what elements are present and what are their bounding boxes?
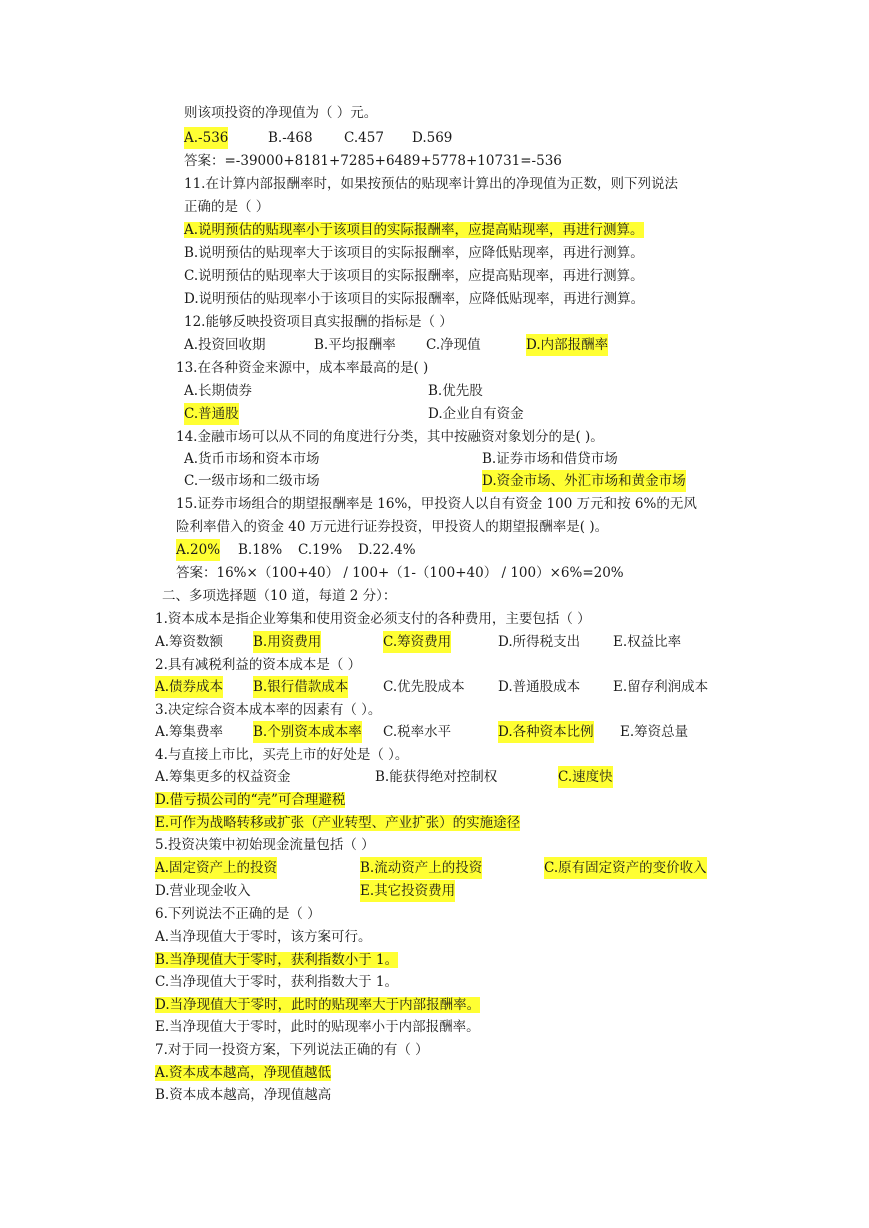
m4-option-e-row [155,812,520,834]
m3-option-c: C.税率水平 [383,724,452,740]
q13-option-a: A.长期债券 [184,383,253,399]
q12-option-d: D.内部报酬率 [526,334,608,356]
q13-option-b: B.优先股 [428,383,483,399]
q15-stem-line2: 险利率借入的资金 40 万元进行证券投资，甲投资人的期望报酬率是( )。 [176,519,609,535]
q14-option-b: B.证券市场和借贷市场 [482,451,618,467]
q10-stem-tail [184,102,377,124]
m7-stem: 7.对于同一投资方案，下列说法正确的有（ ） [155,1042,429,1058]
q12-stem: 12.能够反映投资项目真实报酬的指标是（ ） [184,314,453,330]
q14-option-c: C.一级市场和二级市场 [184,473,320,489]
m6-option-c: C.当净现值大于零时，获利指数大于 1。 [155,974,399,990]
q15-option-c: C.19% [298,542,343,558]
m1-option-d: D.所得税支出 [498,634,581,650]
m1-option-b: B.用资费用 [253,631,321,653]
m1-option-e: E.权益比率 [613,634,682,650]
q14-option-d: D.资金市场、外汇市场和黄金市场 [482,470,686,492]
q10-option-c: C.457 [344,130,384,146]
q11-option-a [184,219,644,241]
q11-stem-line1: 11.在计算内部报酬率时，如果按预估的贴现率计算出的净现值为正数，则下列说法 [184,176,678,192]
m4-option-a: A.筹集更多的权益资金 [155,769,291,785]
q11-option-d: D.说明预估的贴现率小于该项目的实际报酬率，应降低贴现率，再进行测算。 [184,291,645,307]
m5-option-d: D.营业现金收入 [155,883,251,899]
q13-option-c: C.普通股 [184,403,239,425]
m6-option-e: E.当净现值大于零时，此时的贴现率小于内部报酬率。 [155,1019,480,1035]
q15-stem-line1: 15.证券市场组合的期望报酬率是 16%，甲投资人以自有资金 100 万元和按 6%的无风 [176,496,697,512]
m3-stem: 3.决定综合资本成本率的因素有（ ）。 [155,702,382,718]
m7-option-a-row [155,1062,331,1084]
m1-option-c: C.筹资费用 [383,631,451,653]
q15-option-b: B.18% [238,542,283,558]
m4-stem: 4.与直接上市比，买壳上市的好处是（ ）。 [155,747,409,763]
m4-option-d-row [155,789,345,811]
m5-stem: 5.投资决策中初始现金流量包括（ ） [155,837,375,853]
m4-option-d: D.借亏损公司的“壳”可合理避税 [155,792,346,808]
m5-option-e: E.其它投资费用 [360,880,455,902]
m3-option-a: A.筹集费率 [155,724,224,740]
q10-answer: 答案：=-39000+8181+7285+6489+5778+10731=-536 [184,153,562,169]
q15-answer: 答案：16%×（100+40） / 100+（1-（100+40） / 100）×6%=20% [176,565,624,581]
m2-option-a: A.债券成本 [155,676,223,698]
q10-option-d: D.569 [412,130,453,146]
m7-option-a: A.资本成本越高，净现值越低 [155,1065,332,1081]
m2-option-d: D.普通股成本 [498,679,581,695]
m3-option-b: B.个别资本成本率 [253,721,362,743]
m6-option-d: D.当净现值大于零时，此时的贴现率大于内部报酬率。 [155,997,481,1013]
m3-option-e: E.筹资总量 [620,724,689,740]
m6-option-a: A.当净现值大于零时，该方案可行。 [155,929,372,945]
q10-option-b: B.-468 [268,130,313,146]
q15-option-d: D.22.4% [358,542,416,558]
q10-stem-text: 则该项投资的净现值为（ ）元。 [184,105,378,121]
q11-option-c: C.说明预估的贴现率大于该项目的实际报酬率，应提高贴现率，再进行测算。 [184,268,644,284]
q11-stem-line2: 正确的是（ ） [184,199,270,215]
q12-option-c: C.净现值 [426,337,481,353]
q15-option-a: A.20% [176,539,220,561]
q14-stem: 14.金融市场可以从不同的角度进行分类，其中按融资对象划分的是( )。 [176,429,604,445]
m2-option-e: E.留存利润成本 [613,679,709,695]
m5-option-a: A.固定资产上的投资 [155,857,277,879]
m2-option-b: B.银行借款成本 [253,676,348,698]
m1-stem: 1.资本成本是指企业筹集和使用资金必须支付的各种费用，主要包括（ ） [155,611,591,627]
m4-option-b: B.能获得绝对控制权 [375,769,498,785]
q12-option-a: A.投资回收期 [184,337,266,353]
m5-option-b: B.流动资产上的投资 [360,857,482,879]
section2-heading: 二、多项选择题（10 道，每道 2 分）： [162,588,397,604]
q11-option-b: B.说明预估的贴现率大于该项目的实际报酬率，应降低贴现率，再进行测算。 [184,245,644,261]
m1-option-a: A.筹资数额 [155,634,224,650]
q12-option-b: B.平均报酬率 [314,337,396,353]
m3-option-d: D.各种资本比例 [498,721,594,743]
m6-stem: 6.下列说法不正确的是（ ） [155,906,321,922]
q14-option-a: A.货币市场和资本市场 [184,451,320,467]
q13-stem: 13.在各种资金来源中，成本率最高的是( ) [176,360,429,376]
m2-stem: 2.具有减税利益的资本成本是（ ） [155,657,362,673]
m2-option-c: C.优先股成本 [383,679,465,695]
q11-option-a-text: A.说明预估的贴现率小于该项目的实际报酬率，应提高贴现率，再进行测算。 [184,222,644,238]
m6-option-b: B.当净现值大于零时，获利指数小于 1。 [155,952,399,968]
m5-option-c: C.原有固定资产的变价收入 [544,857,707,879]
m4-option-c: C.速度快 [558,766,613,788]
m6-option-b-row [155,949,398,971]
m6-option-d-row [155,994,480,1016]
q13-option-d: D.企业自有资金 [428,406,524,422]
m4-option-e: E.可作为战略转移或扩张（产业转型、产业扩张）的实施途径 [155,815,521,831]
q10-option-a: A.-536 [184,127,228,149]
m7-option-b: B.资本成本越高，净现值越高 [155,1087,332,1103]
